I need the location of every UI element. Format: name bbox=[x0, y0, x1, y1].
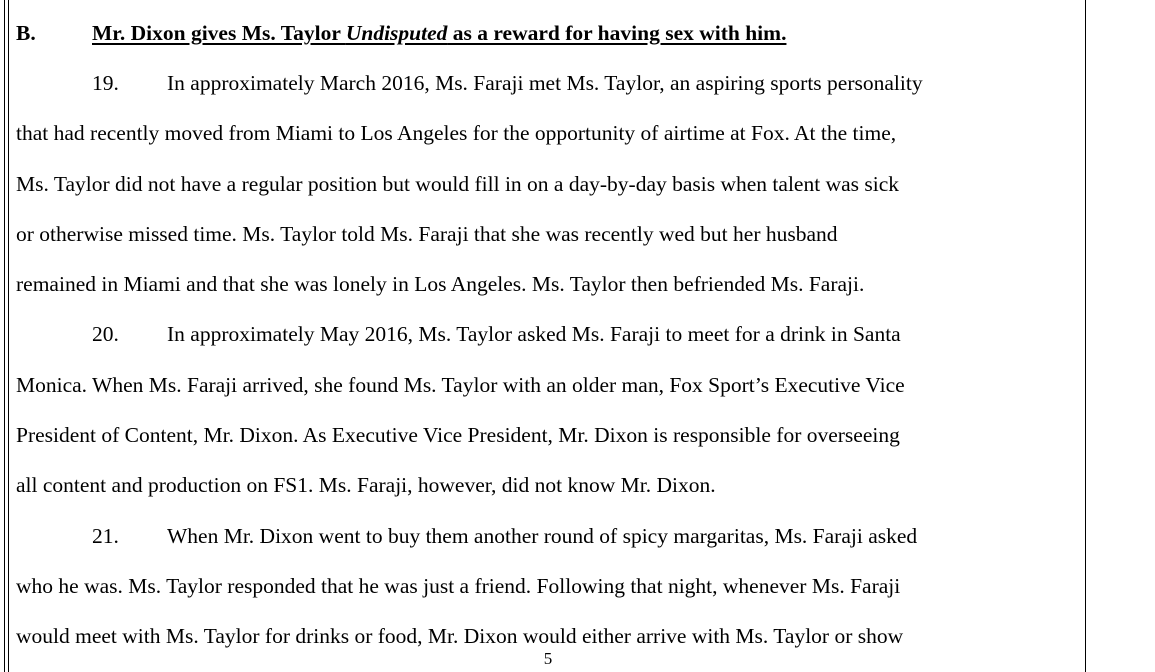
paragraph-line: Ms. Taylor did not have a regular position but would fill in on a day-by-day basis when talent was sick bbox=[16, 171, 900, 196]
section-letter: B. bbox=[16, 21, 36, 45]
paragraph-number: 19. bbox=[92, 71, 119, 95]
paragraph-line bbox=[16, 309, 1080, 359]
line-text: When Mr. Dixon went to buy them another round of spicy margaritas, Ms. Faraji asked bbox=[167, 523, 918, 548]
line-text: In approximately May 2016, Ms. Taylor asked Ms. Faraji to meet for a drink in Santa bbox=[167, 322, 901, 347]
paragraph-line: or otherwise missed time. Ms. Taylor told Ms. Faraji that she was recently wed but her husband bbox=[16, 221, 838, 246]
section-heading bbox=[16, 8, 1080, 58]
right-margin-rule bbox=[1085, 0, 1086, 672]
section-title-italic: Undisputed bbox=[345, 21, 448, 45]
document-body bbox=[16, 8, 1080, 662]
paragraph-21 bbox=[16, 511, 1080, 662]
paragraph-line: Monica. When Ms. Faraji arrived, she found Ms. Taylor with an older man, Fox Sport’s Executive Vice bbox=[16, 372, 905, 397]
section-title-text-end: as a reward for having sex with him. bbox=[447, 21, 787, 45]
paragraph-line: would meet with Ms. Taylor for drinks or food, Mr. Dixon would either arrive with Ms. Taylor or show bbox=[16, 624, 904, 649]
section-title-text: Mr. Dixon gives Ms. Taylor bbox=[92, 21, 346, 45]
paragraph-20 bbox=[16, 309, 1080, 510]
paragraph-line: all content and production on FS1. Ms. Faraji, however, did not know Mr. Dixon. bbox=[16, 473, 716, 498]
paragraph-line: who he was. Ms. Taylor responded that he was just a friend. Following that night, whenever Ms. Faraji bbox=[16, 573, 901, 598]
paragraph-line bbox=[16, 58, 1080, 108]
paragraph-line bbox=[16, 511, 1080, 561]
section-title bbox=[92, 21, 786, 45]
paragraph-line: that had recently moved from Miami to Los Angeles for the opportunity of airtime at Fox. At the time, bbox=[16, 121, 897, 146]
paragraph-line: remained in Miami and that she was lonely in Los Angeles. Ms. Taylor then befriended Ms. Faraji. bbox=[16, 272, 865, 297]
left-margin-rule-inner bbox=[8, 0, 9, 672]
paragraph-number: 21. bbox=[92, 523, 119, 548]
paragraph-number: 20. bbox=[92, 322, 119, 347]
page-number: 5 bbox=[543, 649, 553, 668]
paragraph-19 bbox=[16, 58, 1080, 309]
paragraph-line: President of Content, Mr. Dixon. As Executive Vice President, Mr. Dixon is responsible for overseeing bbox=[16, 423, 900, 448]
left-margin-rule-outer bbox=[4, 0, 5, 672]
line-text: In approximately March 2016, Ms. Faraji met Ms. Taylor, an aspiring sports personality bbox=[167, 71, 923, 95]
